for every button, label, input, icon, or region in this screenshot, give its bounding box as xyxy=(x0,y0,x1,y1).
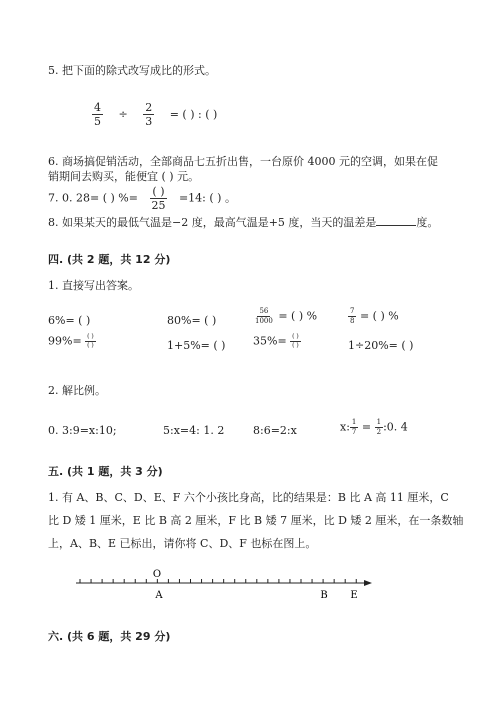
proportion-2: 5:x=4: 1. 2 xyxy=(163,424,225,437)
calc-80-percent: 80%= ( ) xyxy=(167,314,217,327)
calc-1-div-20-percent: 1÷20%= ( ) xyxy=(348,339,414,352)
number-line-ticks xyxy=(80,579,356,583)
q7-part-b: =14: ( ) 。 xyxy=(178,191,236,205)
calc-6-percent: 6%= ( ) xyxy=(48,314,91,327)
point-b-label: B xyxy=(320,590,328,601)
q5-answer-blanks: = ( ) : ( ) xyxy=(169,107,218,121)
number-line xyxy=(0,568,500,602)
q8-line xyxy=(48,214,438,230)
q7-part-a: 7. 0. 28= ( ) %= xyxy=(48,191,138,205)
calc-35-percent: 35%= $\frac{( )}{( )}$ xyxy=(253,333,299,349)
q5-text: 5. 把下面的除式改写成比的形式。 xyxy=(48,64,216,77)
q7-line xyxy=(48,186,236,211)
q8-unit: 度。 xyxy=(416,216,439,229)
q8-text: 8. 如果某天的最低气温是−2 度，最高气温是+5 度，当天的温差是 xyxy=(48,216,377,229)
q7-fraction: $\frac{( )}{25}$ xyxy=(151,185,166,212)
number-line-arrow xyxy=(364,580,372,586)
point-a-label: A xyxy=(155,590,163,601)
q6-line-2: 销期间去购买，能便宜 ( ) 元。 xyxy=(48,170,200,183)
proportion-1: 0. 3:9=x:10; xyxy=(48,424,117,437)
proportion-3: 8:6=2:x xyxy=(253,424,297,437)
calc-56-over-1000: $\frac{56}{1000}$ = ( ) % xyxy=(255,307,318,325)
section-4-q1: 1. 直接写出答案。 xyxy=(48,279,139,292)
calc-7-over-8: $\frac{7}{8}$ = ( ) % xyxy=(350,307,399,325)
section-5-line-1: 1. 有 A、B、C、D、E、F 六个小孩比身高，比的结果是：B 比 A 高 11 厘米，C xyxy=(48,491,449,504)
point-e-label: E xyxy=(350,590,358,601)
proportion-4: x: $\frac{1}{7}$ = $\frac{1}{2}$ :0. 4 xyxy=(340,418,408,436)
section-5-line-2: 比 D 矮 1 厘米，E 比 B 高 2 厘米，F 比 B 矮 7 厘米，比 D 矮 2 厘米，在一条数轴 xyxy=(48,514,464,527)
section-5-title: 五. (共 1 题，共 3 分) xyxy=(48,465,163,478)
q5-divide-sign: ÷ xyxy=(118,107,128,121)
section-4-q2: 2. 解比例。 xyxy=(48,384,106,397)
calc-99-percent: 99%= $\frac{( )}{( )}$ xyxy=(48,333,94,349)
section-6-title: 六. (共 6 题，共 29 分) xyxy=(48,630,171,643)
origin-label: O xyxy=(152,569,162,580)
q8-answer-blank xyxy=(376,216,416,226)
section-4-title: 四. (共 2 题，共 12 分) xyxy=(48,253,171,266)
q5-fraction-1: $\frac{4}{5}$ xyxy=(94,101,101,128)
section-5-line-3: 上，A、B、E 已标出，请你将 C、D、F 也标在图上。 xyxy=(48,537,317,550)
q6-line-1: 6. 商场搞促销活动，全部商品七五折出售，一台原价 4000 元的空调，如果在促 xyxy=(48,155,438,168)
q5-fraction-2: $\frac{2}{3}$ xyxy=(145,101,153,128)
calc-1-plus-5-percent: 1+5%= ( ) xyxy=(167,339,226,352)
q5-expression xyxy=(92,102,217,127)
